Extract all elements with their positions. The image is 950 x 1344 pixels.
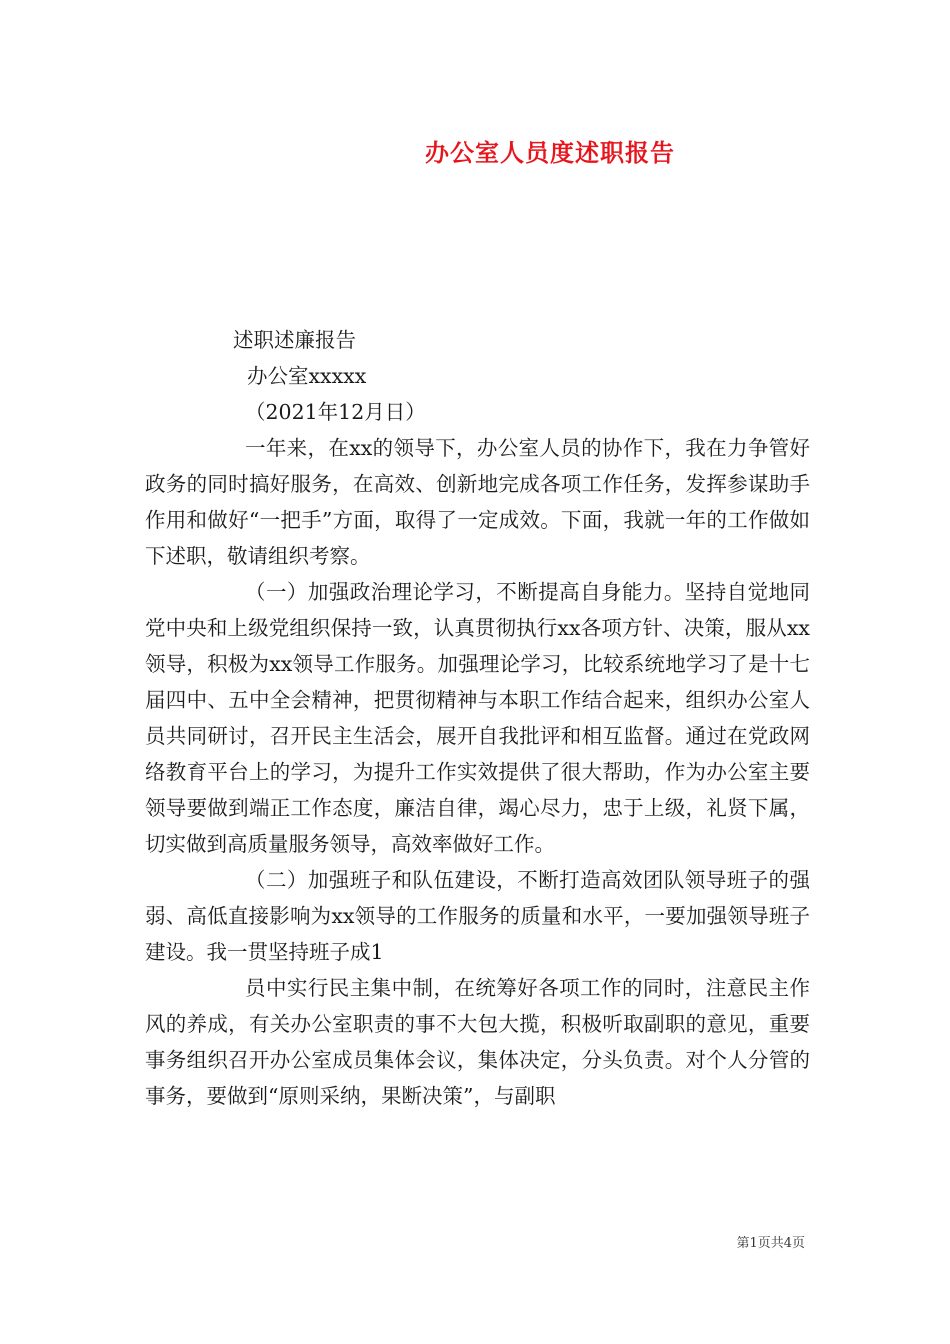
department-line: 办公室xxxxx [247,364,367,388]
document-title: 办公室人员度述职报告 [425,138,675,167]
document-body [145,322,810,1114]
paragraph-continued: 员中实行民主集中制，在统筹好各项工作的同时，注意民主作风的养成，有关办公室职责的事不大包大揽，积极听取副职的意见，重要事务组织召开办公室成员集体会议，集体决定，分头负责。对个人分管的事务，要做到“原则采纳，果断决策”，与副职 [145,976,810,1108]
date-line: （2021年12月日） [245,400,426,424]
paragraph-intro: 一年来，在xx的领导下，办公室人员的协作下，我在力争管好政务的同时搞好服务，在高效、创新地完成各项工作任务，发挥参谋助手作用和做好“一把手”方面，取得了一定成效。下面，我就一年的工作做如下述职，敬请组织考察。 [145,436,810,568]
report-heading: 述职述廉报告 [233,328,356,352]
paragraph-section-1: （一）加强政治理论学习，不断提高自身能力。坚持自觉地同党中央和上级党组织保持一致，认真贯彻执行xx各项方针、决策，服从xx领导，积极为xx领导工作服务。加强理论学习，比较系统地学习了是十七届四中、五中全会精神，把贯彻精神与本职工作结合起来，组织办公室人员共同研讨，召开民主生活会，展开自我批评和相互监督。通过在党政网络教育平台上的学习，为提升工作实效提供了很大帮助，作为办公室主要领导要做到端正工作态度，廉洁自律，竭心尽力，忠于上级，礼贤下属，切实做到高质量服务领导，高效率做好工作。 [145,580,810,856]
paragraph-section-2: （二）加强班子和队伍建设，不断打造高效团队领导班子的强弱、高低直接影响为xx领导的工作服务的质量和水平，一要加强领导班子建设。我一贯坚持班子成1 [145,868,810,964]
page-number: 第1页共4页 [736,1236,805,1251]
